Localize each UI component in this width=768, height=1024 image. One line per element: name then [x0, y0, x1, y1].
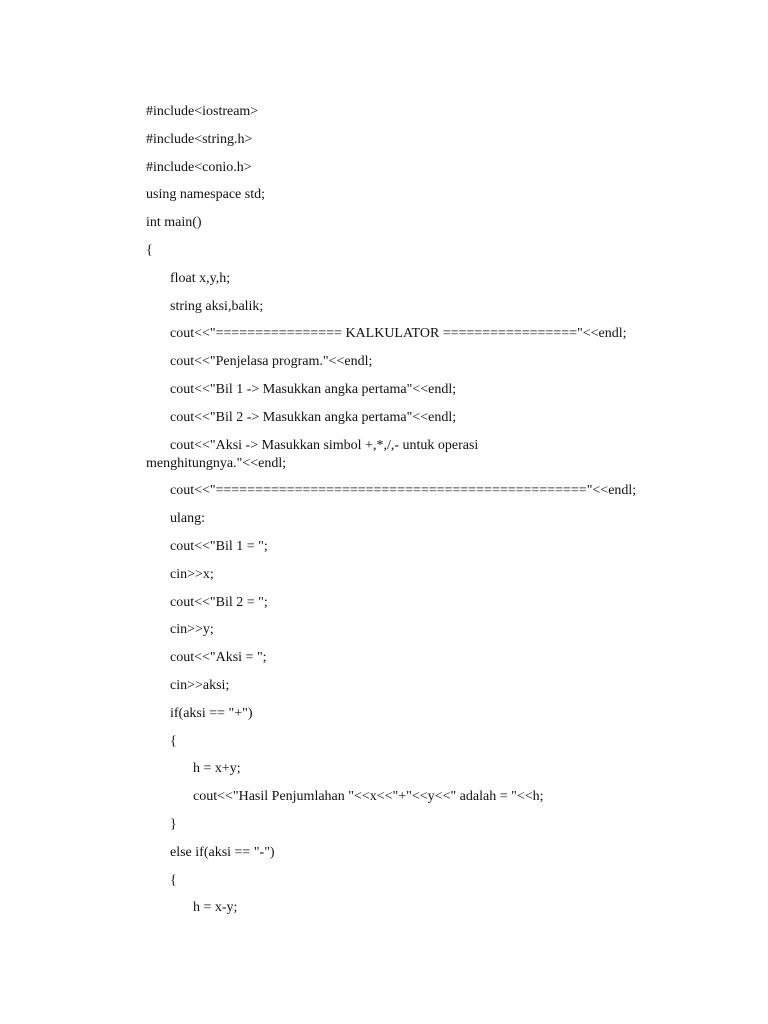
code-line-title-banner: cout<<"================ KALKULATOR ================="<<endl; — [170, 326, 627, 342]
code-line-bil2-help: cout<<"Bil 2 -> Masukkan angka pertama"<<endl; — [170, 409, 457, 425]
code-line-prompt-bil2: cout<<"Bil 2 = "; — [170, 594, 268, 610]
code-line-open-brace: { — [146, 242, 153, 258]
code-line-else-open-brace: { — [170, 872, 177, 888]
code-line-aksi-help — [146, 437, 726, 473]
code-line-bil1-help: cout<<"Bil 1 -> Masukkan angka pertama"<<endl; — [170, 381, 457, 397]
code-block — [146, 103, 726, 927]
code-line-cin-x: cin>>x; — [170, 566, 214, 582]
code-line-cin-y: cin>>y; — [170, 622, 214, 638]
code-line-explanation: cout<<"Penjelasa program."<<endl; — [170, 354, 373, 370]
code-line-sum-output: cout<<"Hasil Penjumlahan "<<x<<"+"<<y<<" adalah = "<<h; — [193, 789, 544, 805]
code-line-prompt-aksi: cout<<"Aksi = "; — [170, 650, 267, 666]
code-line-label-ulang: ulang: — [170, 511, 205, 527]
code-line-main: int main() — [146, 215, 202, 231]
code-line-if-plus: if(aksi == "+") — [170, 705, 253, 721]
code-line-if-close-brace: } — [170, 816, 177, 832]
code-line-cin-aksi: cin>>aksi; — [170, 677, 230, 693]
code-line-using-namespace: using namespace std; — [146, 187, 265, 203]
code-line-difference: h = x-y; — [193, 900, 238, 916]
code-line-include-conio: #include<conio.h> — [146, 159, 252, 175]
code-line-string-decl: string aksi,balik; — [170, 298, 264, 314]
code-line-include-string: #include<string.h> — [146, 131, 253, 147]
code-line-aksi-help-part1: cout<<"Aksi -> Masukkan simbol +,*,/,- untuk operasi — [170, 437, 479, 453]
code-line-if-open-brace: { — [170, 733, 177, 749]
code-line-else-if-minus: else if(aksi == "-") — [170, 844, 275, 860]
code-line-float-decl: float x,y,h; — [170, 270, 231, 286]
code-line-separator: cout<<"==============================================="<<endl; — [170, 483, 637, 499]
code-line-sum: h = x+y; — [193, 761, 241, 777]
code-line-prompt-bil1: cout<<"Bil 1 = "; — [170, 538, 268, 554]
code-line-aksi-help-part2: menghitungnya."<<endl; — [146, 455, 287, 471]
code-line-include-iostream: #include<iostream> — [146, 104, 259, 119]
